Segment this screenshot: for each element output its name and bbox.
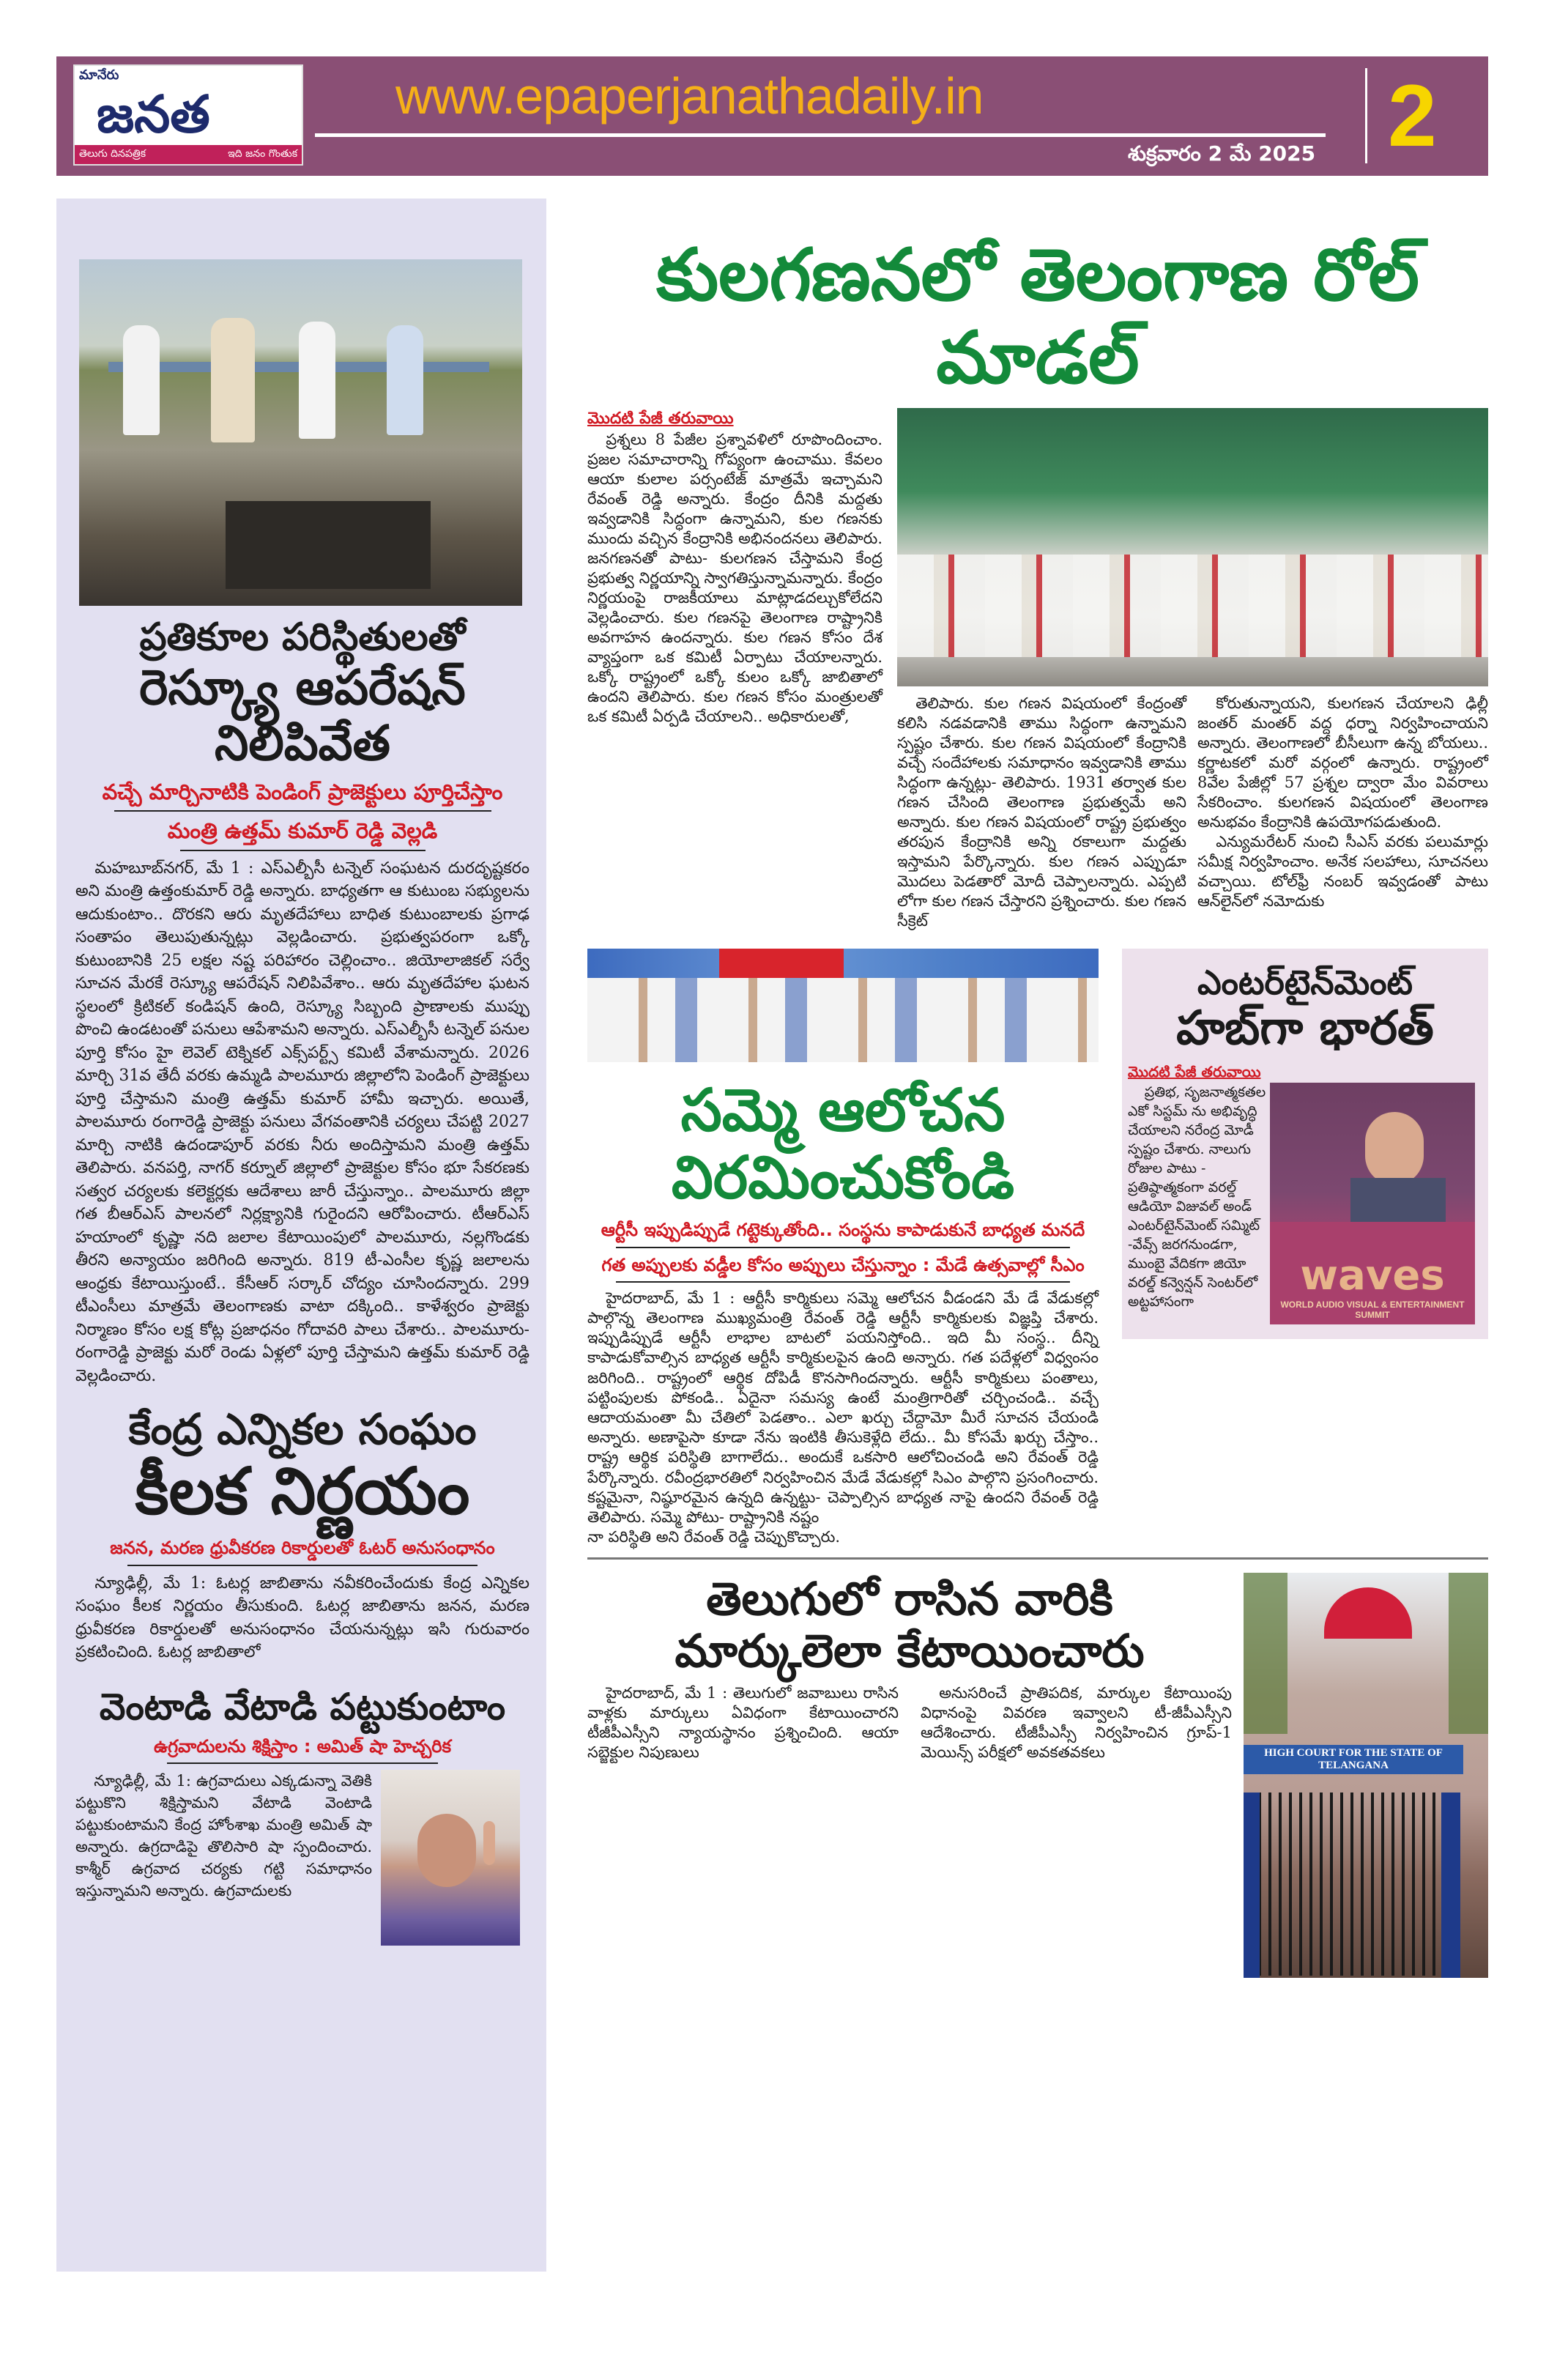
lead-column-1-wrap [587,408,882,727]
logo-name: జనత [97,84,210,144]
newspaper-logo[interactable] [73,64,303,166]
lead-right-part [897,408,1488,931]
amit-shah-photo[interactable] [381,1770,520,1946]
lead-col3b-text: ఎన్యుమరేటర్ నుంచి సీఎస్ వరకు పలుమార్లు సమీక్ష నిర్వహించాం. అనేక సలహాలు, సూచనలు వచ్చాయి. టోల్‌ఫ్రీ నంబర్ ఇవ్వడంతో పాటు ఆన్‌లైన్‌లో నమోదుకు [1197,833,1488,911]
issue-date: శుక్రవారం 2 మే 2025 [1128,141,1316,166]
masthead-rule [315,133,1326,137]
group1-story [587,1573,1232,1762]
group1-headline-line2: మార్కులెలా కేటాయించారు [675,1624,1145,1678]
lead-story-row [587,408,1488,931]
lead-column-2 [897,694,1186,931]
rtc-closing-text: నా పరిస్థితి అని రేవంత్ రెడ్డి చెప్పుకొచ్చారు. [587,1528,841,1546]
rescue-subhead-rule [114,810,491,812]
rtc-body [587,1289,1099,1527]
waves-body-row [1128,1083,1482,1324]
waves-summit-caption: WORLD AUDIO VISUAL & ENTERTAINMENT SUMMIT [1280,1299,1465,1320]
page-number: 2 [1388,67,1437,165]
lead-col1-text: ప్రశ్నలు 8 పేజీల ప్రశ్నావళిలో రూపొందించాం. ప్రజల సమాచారాన్ని గోప్యంగా ఉంచాము. కేవలం ఆయా కులాల పర్సంటేజ్ మాత్రమే ఇచ్చామని రేవంత్ రెడ్డి అన్నారు. కేంద్రం దీనికి మద్దతు ఇవ్వడానికి సిద్ధంగా ఉన్నామని, కుల గణనకు ముందు వచ్చిన కేంద్రానికి అభినందనలు తెలిపారు. జనగణనతో పాటు- కులగణన చేస్తామని కేంద్ర ప్రభుత్వ నిర్ణయాన్ని స్వాగతిస్తున్నామన్నారు. కేంద్రం నిర్ణయంపై రాజకీయాలు మాట్లాడదల్చుకోలేదని వెల్లడించారు. కుల గణనపై తెలంగాణ రాష్ట్రానికి అవగాహన ఉందన్నారు. కుల గణన కోసం దేశ వ్యాప్తంగా ఒక కమిటీ ఏర్పాటు చేయాలన్నారు. ఒక్కో రాష్ట్రంలో ఒక్కో కులం ఒక్కో జాబితాలో ఉందని తెలిపారు. కుల గణన కోసం మంత్రులతో ఒక కమిటీ ఏర్పడి చేయాలని.. అధికారులతో, [587,431,882,726]
waves-body-text: ప్రతిభ, సృజనాత్మకతల ఎకో సిస్టమ్ ను అభివృద్ధి చేయాలని నరేంద్ర మోడీ స్పష్టం చేశారు. నాలుగు రోజుల పాటు - ప్రతిష్ఠాత్మకంగా వరల్డ్ ఆడియో విజువల్ అండ్ ఎంటర్‌టైన్‌మెంట్ సమ్మిట్ -వేవ్స్ జరగనుండగా, ముంబై వేదికగా జియో వరల్డ్ కన్వెన్షన్ సెంటర్‌లో అట్టహాసంగా [1128,1083,1266,1310]
tunnel-site-photo[interactable] [79,259,522,606]
high-court-photo[interactable] [1244,1573,1488,1978]
rtc-story [587,949,1099,1547]
rtc-body-text: హైదరాబాద్, మే 1 : ఆర్టీసీ కార్మికులు సమ్మె ఆలోచన వీడండని మే డే వేడుకల్లో పాల్గొన్న తెలంగాణ ముఖ్యమంత్రి రేవంత్ రెడ్డి ఆర్టీసీ కార్మికులకు విజ్ఞప్తి చేశారు. ఇప్పుడిప్పుడే ఆర్టీసీ లాభాల బాటలో పయనిస్తోంది.. ఇది మీ సంస్థ.. దీన్ని కాపాడుకోవాల్సిన బాధ్యత ఆర్టీసీ కార్మికులపైన ఉంది అన్నారు. గత పదేళ్లలో విధ్వంసం జరిగింది.. రాష్ట్రంలో ఆర్థిక దోపిడీ కొనసాగిందన్నారు. ఆర్టీసీ కార్మికులు పంతాలు, పట్టింపులకు పోకండి.. ఏదైనా సమస్య ఉంటే మంత్రిగారితో చర్చించండి.. వచ్చే ఆదాయమంతా మీ చేతిలో పెడతాం.. ఎలా ఖర్చు చేద్దామో మీరే సూచన చేయండి అన్నారు. అణాపైసా కూడా నేను ఇంటికి తీసుకెళ్లేది లేదు.. మీ కోసమే ఖర్చు చేస్తాం.. రాష్ట్ర ఆర్థిక పరిస్థితి బాగాలేదు.. అందుకే ఒకసారి ఆలోచించండి అని రేవంత్ రెడ్డి పేర్కొన్నారు. రవీంద్రభారతిలో నిర్వహించిన మేడే వేడుకల్లో సిఎం పాల్గొని ప్రసంగించారు. కష్టమైనా, నిష్ఠూరమైన ఉన్నది ఉన్నట్టు- చెప్పాల్సిన బాధ్యత నాపై ఉందని రేవంత్ రెడ్డి తెలిపారు. సమ్మె పోటు- రాష్ట్రానికి నష్టం [587,1289,1099,1526]
group1-column-2 [921,1683,1232,1762]
waves-body [1128,1083,1267,1311]
shah-body-text: న్యూఢిల్లీ, మే 1: ఉగ్రవాదులు ఎక్కడున్నా వెతికి పట్టుకొని శిక్షిస్తామని వేటాడి వెంటాడి పట్టుకుంటామని కేంద్ర హోంశాఖ మంత్రి అమిత్ షా అన్నారు. ఉగ్రదాడిపై తొలిసారి షా స్పందించారు. కాశ్మీర్ ఉగ్రవాద చర్యకు గట్టి సమాధానం ఇస్తున్నామని అన్నారు. ఉగ్రవాదులకు [75,1772,372,1900]
lead-kicker: మొదటి పేజీ తరువాయి [587,409,734,429]
shah-body-row [75,1770,529,1946]
logo-tag-left: తెలుగు దినపత్రిక [79,147,146,160]
main-news-area [587,234,1488,1978]
high-court-sign: HIGH COURT FOR THE STATE OF TELANGANA [1244,1745,1463,1774]
ec-subhead-rule [127,1565,477,1566]
rescue-headline-line2: రెస్క్యూ ఆపరేషన్ నిలిపివేత [139,659,466,771]
lead-col2-text: తెలిపారు. కుల గణన విషయంలో కేంద్రంతో కలిసి నడవడానికి తాము సిద్ధంగా ఉన్నామని స్పష్టం చేశారు. కుల గణన విషయంలో కేంద్రానికి వచ్చే సందేహాలకు సమాధానం ఇవ్వడానికి తాము సిద్ధంగా ఉన్నట్లు- తెలిపారు. 1931 తర్వాత కుల గణన చేసింది తెలంగాణ ప్రభుత్వమే అని అన్నారు. కుల గణన విషయంలో రాష్ట్ర ప్రభుత్వం తరపున కేంద్రానికి అన్ని రకాలుగా మద్దతు ఇస్తామని పేర్కొన్నారు. కుల గణన ఎప్పుడూ మొదలు పెడతారో మోదీ చెప్పాలన్నారు. ఎప్పటి లోగా కుల గణన చేస్తారని ప్రశ్నించారు. కుల గణన సీక్రెట్ [897,694,1186,930]
group1-row [587,1573,1488,1978]
middle-row [587,949,1488,1547]
rescue-body-text: మహబూబ్‌నగర్, మే 1 : ఎస్ఎల్బీసీ టన్నెల్ సంఘటన దురదృష్టకరం అని మంత్రి ఉత్తంకుమార్ రెడ్డి అన్నారు. బాధ్యతగా ఆ కుటుంబ సభ్యులను ఆదుకుంటాం.. దొరకని ఆరు మృతదేహాలు బాధిత కుటుంబాలకు ప్రగాఢ సంతాపం తెలుపుతున్నట్లు వెల్లడించారు. ప్రభుత్వపరంగా ఒక్కో కుటుంబానికి 25 లక్షల నష్ట పరిహారం చెల్లించాం.. జియోలాజికల్ సర్వే సూచన మేరకే రెస్క్యూ ఆపరేషన్ నిలిపివేశాం.. ఆరు మృతదేహాల ఘటన స్థలంలో క్రిటికల్ కండిషన్ ఉంది, రెస్క్యూ సిబ్బంది ప్రాణాలకు ముప్పు పొంచి ఉండటంతో పనులు ఆపేశామని అన్నారు. ఎస్ఎల్బీసీ టన్నెల్ పనుల పూర్తి కోసం హై లెవెల్ టెక్నికల్ ఎక్స్‌పర్ట్స్ కమిటీ వేశామన్నారు. 2026 మార్చి 31వ తేదీ వరకు ఉమ్మడి పాలమూరు జిల్లాలోని పెండింగ్ ప్రాజెక్టులు పూర్తి చేస్తామని మంత్రి ఉత్తమ్ కుమార్ హామీ ఇచ్చారు. అయితే, పాలమూరు రంగారెడ్డి ప్రాజెక్టు పనులు వేగవంతానికి చర్యలు చేపట్టి 2027 మార్చి నాటికి ఉదండాపూర్ వరకు నీరు అందిస్తామని మంత్రి ఉత్తమ్ తెలిపారు. వనపర్తి, నాగర్ కర్నూల్ జిల్లాలో ప్రాజెక్టుల కోసం భూ సేకరణకు సత్వర చర్యలకు కలెక్టర్లకు ఆదేశాలు జారీ చేస్తున్నాం.. పాలమూరు జిల్లా గత బీఆర్ఎస్ పాలనలో నిర్లక్ష్యానికి గురైందని ఆరోపించారు. టీఆర్ఎస్ హయాంలో కృష్ణా నది జలాల కేటాయింపులో పాలమూరు, నల్లగొండకు తీరని అన్యాయం జరిగింది అన్నారు. 819 టీ-ఎంసీల కృష్ణ జలాలను ఆంధ్రకు కేటాయిస్తుంటే.. కేసీఆర్ సర్కార్ చోద్యం చూసిందన్నారు. 299 టీఎంసీలు మాత్రమే తెలంగాణకు వాటా దక్కింది.. కాళేశ్వరం ప్రాజెక్టు నిర్మాణం కోసం లక్ష కోట్ల ప్రజాధనం గోదావరి పాలు చేశారు.. పాలమూరు- రంగారెడ్డి ప్రాజెక్టు మరో రెండు ఏళ్లలో పూర్తి చేస్తామని ఉత్తమ్ కుమార్ రెడ్డి వెల్లడించారు. [75,859,529,1385]
ec-subhead: జనన, మరణ ధ్రువీకరణ రికార్డులతో ఓటర్ అనుసంధానం [110,1538,495,1559]
rtc-subhead-1: ఆర్టీసీ ఇప్పుడిప్పుడే గట్టెక్కుతోంది.. సంస్థను కాపాడుకునే బాధ్యత మనదే [601,1220,1085,1241]
logo-top-text: మానేరు [79,67,119,83]
rescue-subhead-1: వచ్చే మార్చినాటికి పెండింగ్ ప్రాజెక్టులు పూర్తిచేస్తాం [102,779,503,804]
lead-headline: కులగణనలో తెలంగాణ రోల్ మాడల్ [656,234,1419,400]
ec-body-text: న్యూఢిల్లీ, మే 1: ఓటర్ల జాబితాను నవీకరించేందుకు కేంద్ర ఎన్నికల సంఘం కీలక నిర్ణయం తీసుకుంది. ఓటర్ల జాబితాను జనన, మరణ ధ్రువీకరణ రికార్డులతో అనుసంధానం చేయనున్నట్లు ఇసి గురువారం ప్రకటించింది. ఓటర్ల జాబితాలో [75,1573,529,1662]
logo-tag-right: ఇది జనం గొంతుక [228,147,297,160]
shah-subhead: ఉగ్రవాదులను శిక్షిస్తాం : అమిత్ షా హెచ్చరిక [154,1736,451,1757]
section-divider [587,1557,1488,1560]
mayday-event-photo[interactable] [587,949,1099,1062]
left-column-panel [56,199,546,2272]
group1-col2-text: అనుసరించే ప్రాతిపదిక, మార్కుల కేటాయింపు విధానంపై వివరణ ఇవ్వాలని టీ-జీపీఎస్సీని ఆదేశించారు. టీజీపీఎస్సీ నిర్వహించిన గ్రూప్-1 మెయిన్స్ పరీక్షలో అవకతవకలు [921,1683,1232,1761]
waves-logo-text: waves [1300,1251,1445,1300]
rtc-subhead-rule-1 [616,1247,1070,1248]
rescue-body [75,857,529,1388]
group1-headline-line1: తెలుగులో రాసిన వారికి [706,1572,1113,1626]
masthead-vertical-rule [1365,68,1367,163]
rtc-closing [587,1527,1099,1547]
waves-story-panel [1122,949,1488,1338]
lead-group-photo[interactable] [897,408,1488,686]
lead-column-3 [1197,694,1488,911]
lead-col3-text: కోరుతున్నాయని, కులగణన చేయాలని ఢిల్లీ జంతర్ మంతర్ వద్ద ధర్నా నిర్వహించాయని అన్నారు. తెలంగాణలో బీసీలుగా ఉన్న బోయలు.. కర్ణాటకలో మరో వర్గంలో ఉన్నారు. రాష్ట్రంలో 8వేల పేజీల్లో 57 ప్రశ్నల ద్వారా మేం వివరాలు సేకరించాం. కులగణన విషయంలో తెలంగాణ అనుభవం కేంద్రానికి ఉపయోగపడుతుంది. [1197,694,1488,831]
ec-headline-line1: కేంద్ర ఎన్నికల సంఘం [128,1404,477,1455]
shah-body [75,1770,372,1902]
group1-column-1 [587,1683,899,1762]
lead-columns-row [897,694,1488,931]
waves-headline-line1: ఎంటర్‌టైన్‌మెంట్ [1197,963,1413,1003]
waves-kicker: మొదటి పేజీ తరువాయి [1128,1062,1261,1080]
rescue-byline-rule [180,850,426,851]
group1-columns [587,1683,1232,1762]
rescue-subhead-2: మంత్రి ఉత్తమ్ కుమార్ రెడ్డి వెల్లడి [167,818,438,844]
shah-headline: వెంటాడి వేటాడి పట్టుకుంటాం [99,1685,506,1728]
group1-col1-text: హైదరాబాద్, మే 1 : తెలుగులో జవాబులు రాసిన వాళ్లకు మార్కులు ఏవిధంగా కేటాయించారని టీజీపీఎస్సీని న్యాయస్థానం ప్రశ్నించింది. ఆయా సబ్జెక్టుల నిపుణులు [587,1683,899,1761]
rtc-subhead-2: గత అప్పులకు వడ్డీల కోసం అప్పులు చేస్తున్నాం : మేడే ఉత్సవాల్లో సీఎం [601,1254,1085,1275]
shah-subhead-rule [167,1762,438,1764]
rtc-subhead-rule-2 [616,1281,1070,1283]
waves-headline-line2: హబ్‌గా భారత్ [1176,1001,1434,1056]
ec-body [75,1572,529,1664]
logo-tagline-strip [75,145,302,164]
lead-column-1 [587,430,882,727]
modi-waves-photo[interactable] [1270,1083,1475,1324]
ec-headline-line2: కీలక నిర్ణయం [135,1453,470,1530]
website-url[interactable]: www.epaperjanathadaily.in [395,67,984,125]
rescue-headline-line1: ప్రతికూల పరిస్థితులతో [139,615,466,659]
rtc-headline: సమ్మె ఆలోచన విరమించుకోండి [671,1076,1015,1212]
